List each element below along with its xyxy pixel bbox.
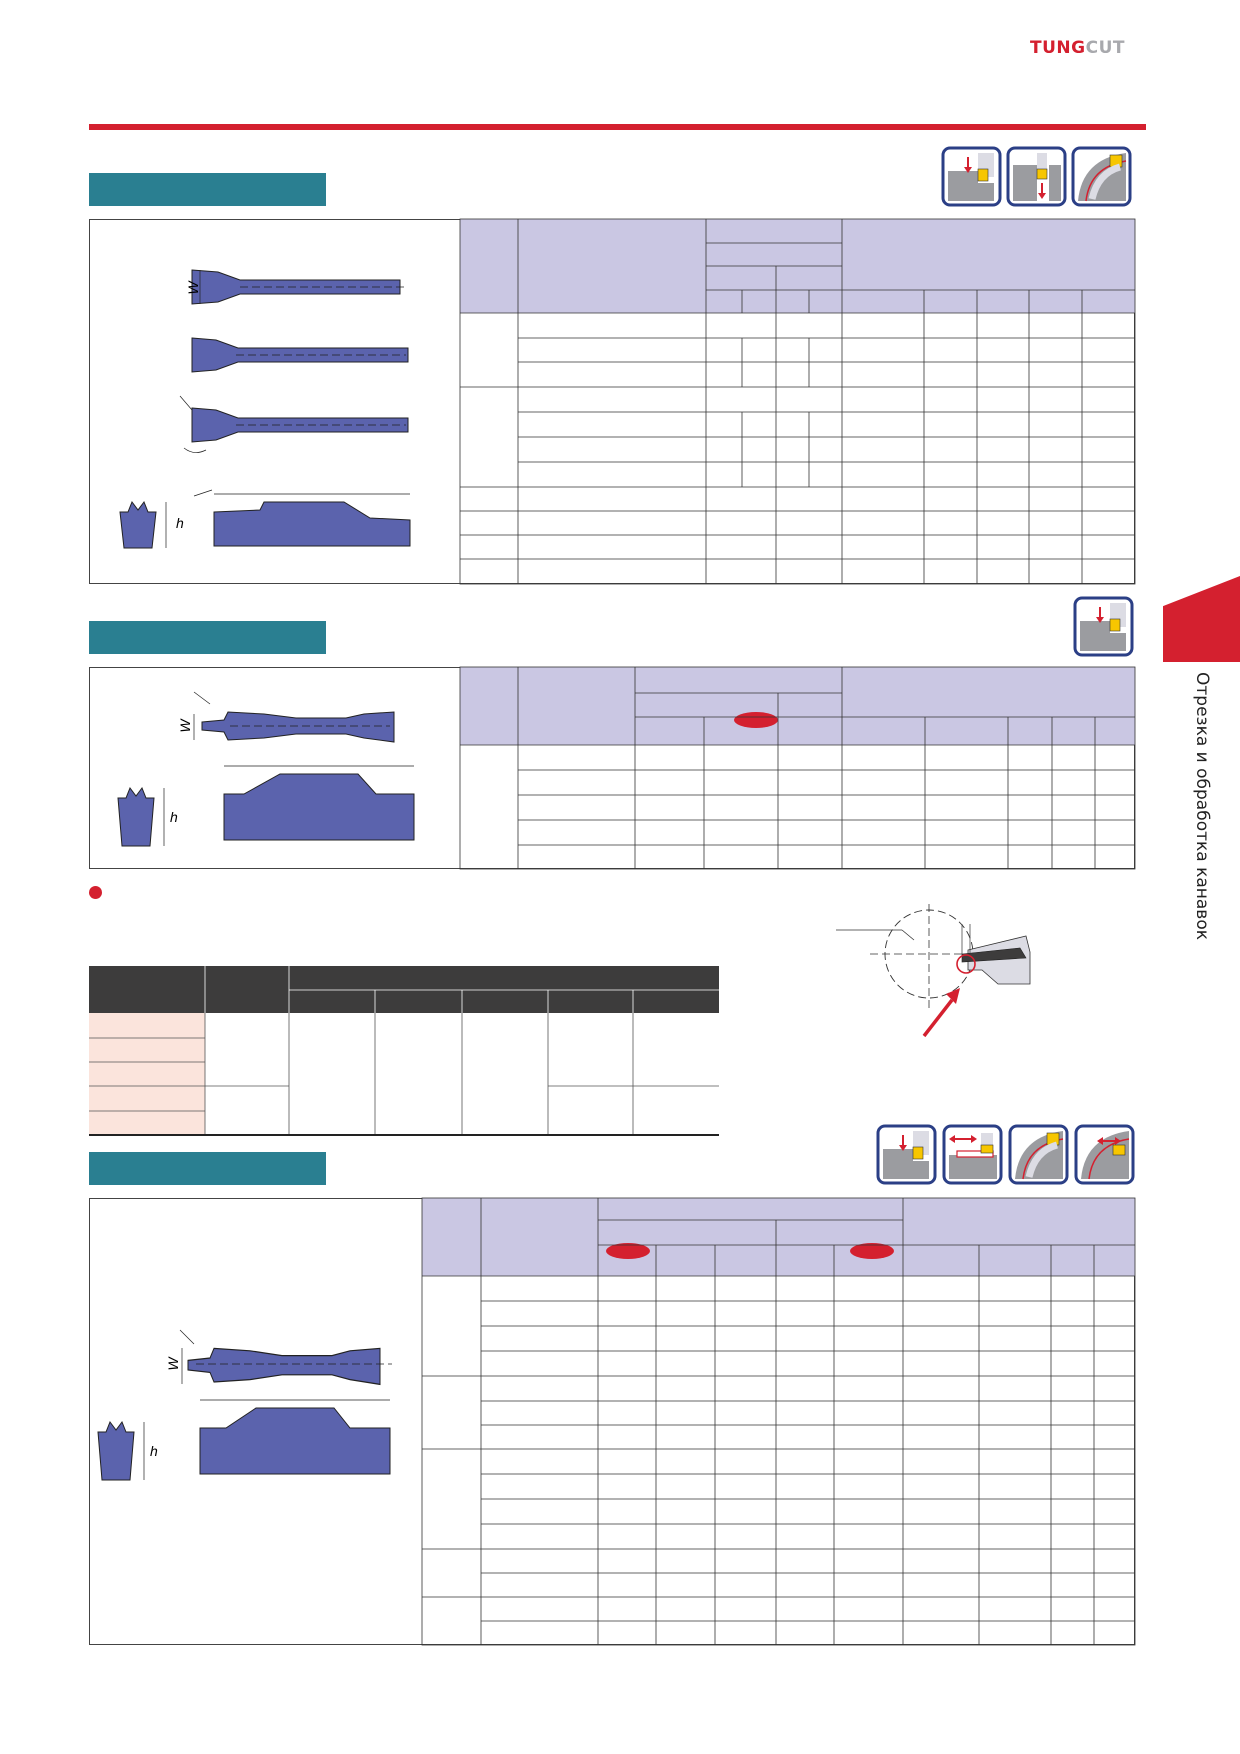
curved-groove-icon [1073,148,1130,205]
double-insert-end-view [118,788,178,846]
cutting-data-table [89,966,719,1136]
section-2-icons [1074,597,1134,657]
groove-icon [1075,598,1132,655]
section-3-drawings [96,1350,426,1500]
side-tab [1163,576,1240,662]
header-rule [89,124,1146,130]
highlight-marker-2 [850,1243,894,1259]
detail-diagram [830,900,1050,1050]
section-3-table [422,1198,1135,1645]
section-3-title-bar [89,1152,326,1185]
section-1-title-bar [89,173,326,206]
profile-icon [944,1126,1001,1183]
section-2-drawings [110,700,430,850]
section-2-table [460,667,1135,869]
groove-icon [943,148,1000,205]
height-label: h [176,515,184,531]
height-label: h [170,809,178,825]
section-3-icons [877,1125,1135,1185]
double-insert-top-view [177,692,394,742]
tungcut-logo: TUNGCUT [1030,38,1125,58]
section-2-title-bar [89,621,326,654]
highlight-marker-1 [606,1243,650,1259]
highlight-marker [734,712,778,728]
height-label: h [150,1443,158,1459]
width-icon [1076,1126,1133,1183]
curved-groove-icon [1010,1126,1067,1183]
groove-icon [878,1126,935,1183]
section-1-drawings [176,258,420,558]
side-tab-label: Отрезка и обработка канавок [1192,672,1212,940]
insert-top-view-1 [185,270,408,304]
width-label: W [185,281,201,295]
double-insert-end-view [98,1422,158,1480]
face-groove-icon [1008,148,1065,205]
insert-side-view [194,490,410,546]
double-insert-side-view [200,1400,390,1474]
width-label: W [177,719,193,733]
section-1-icons [942,147,1134,207]
note-bullet [89,886,102,899]
double-insert-side-view [224,766,414,840]
section-1-table [460,219,1135,584]
width-label: W [165,1357,181,1371]
insert-top-view-3 [180,396,408,453]
insert-top-view-2 [192,338,408,372]
